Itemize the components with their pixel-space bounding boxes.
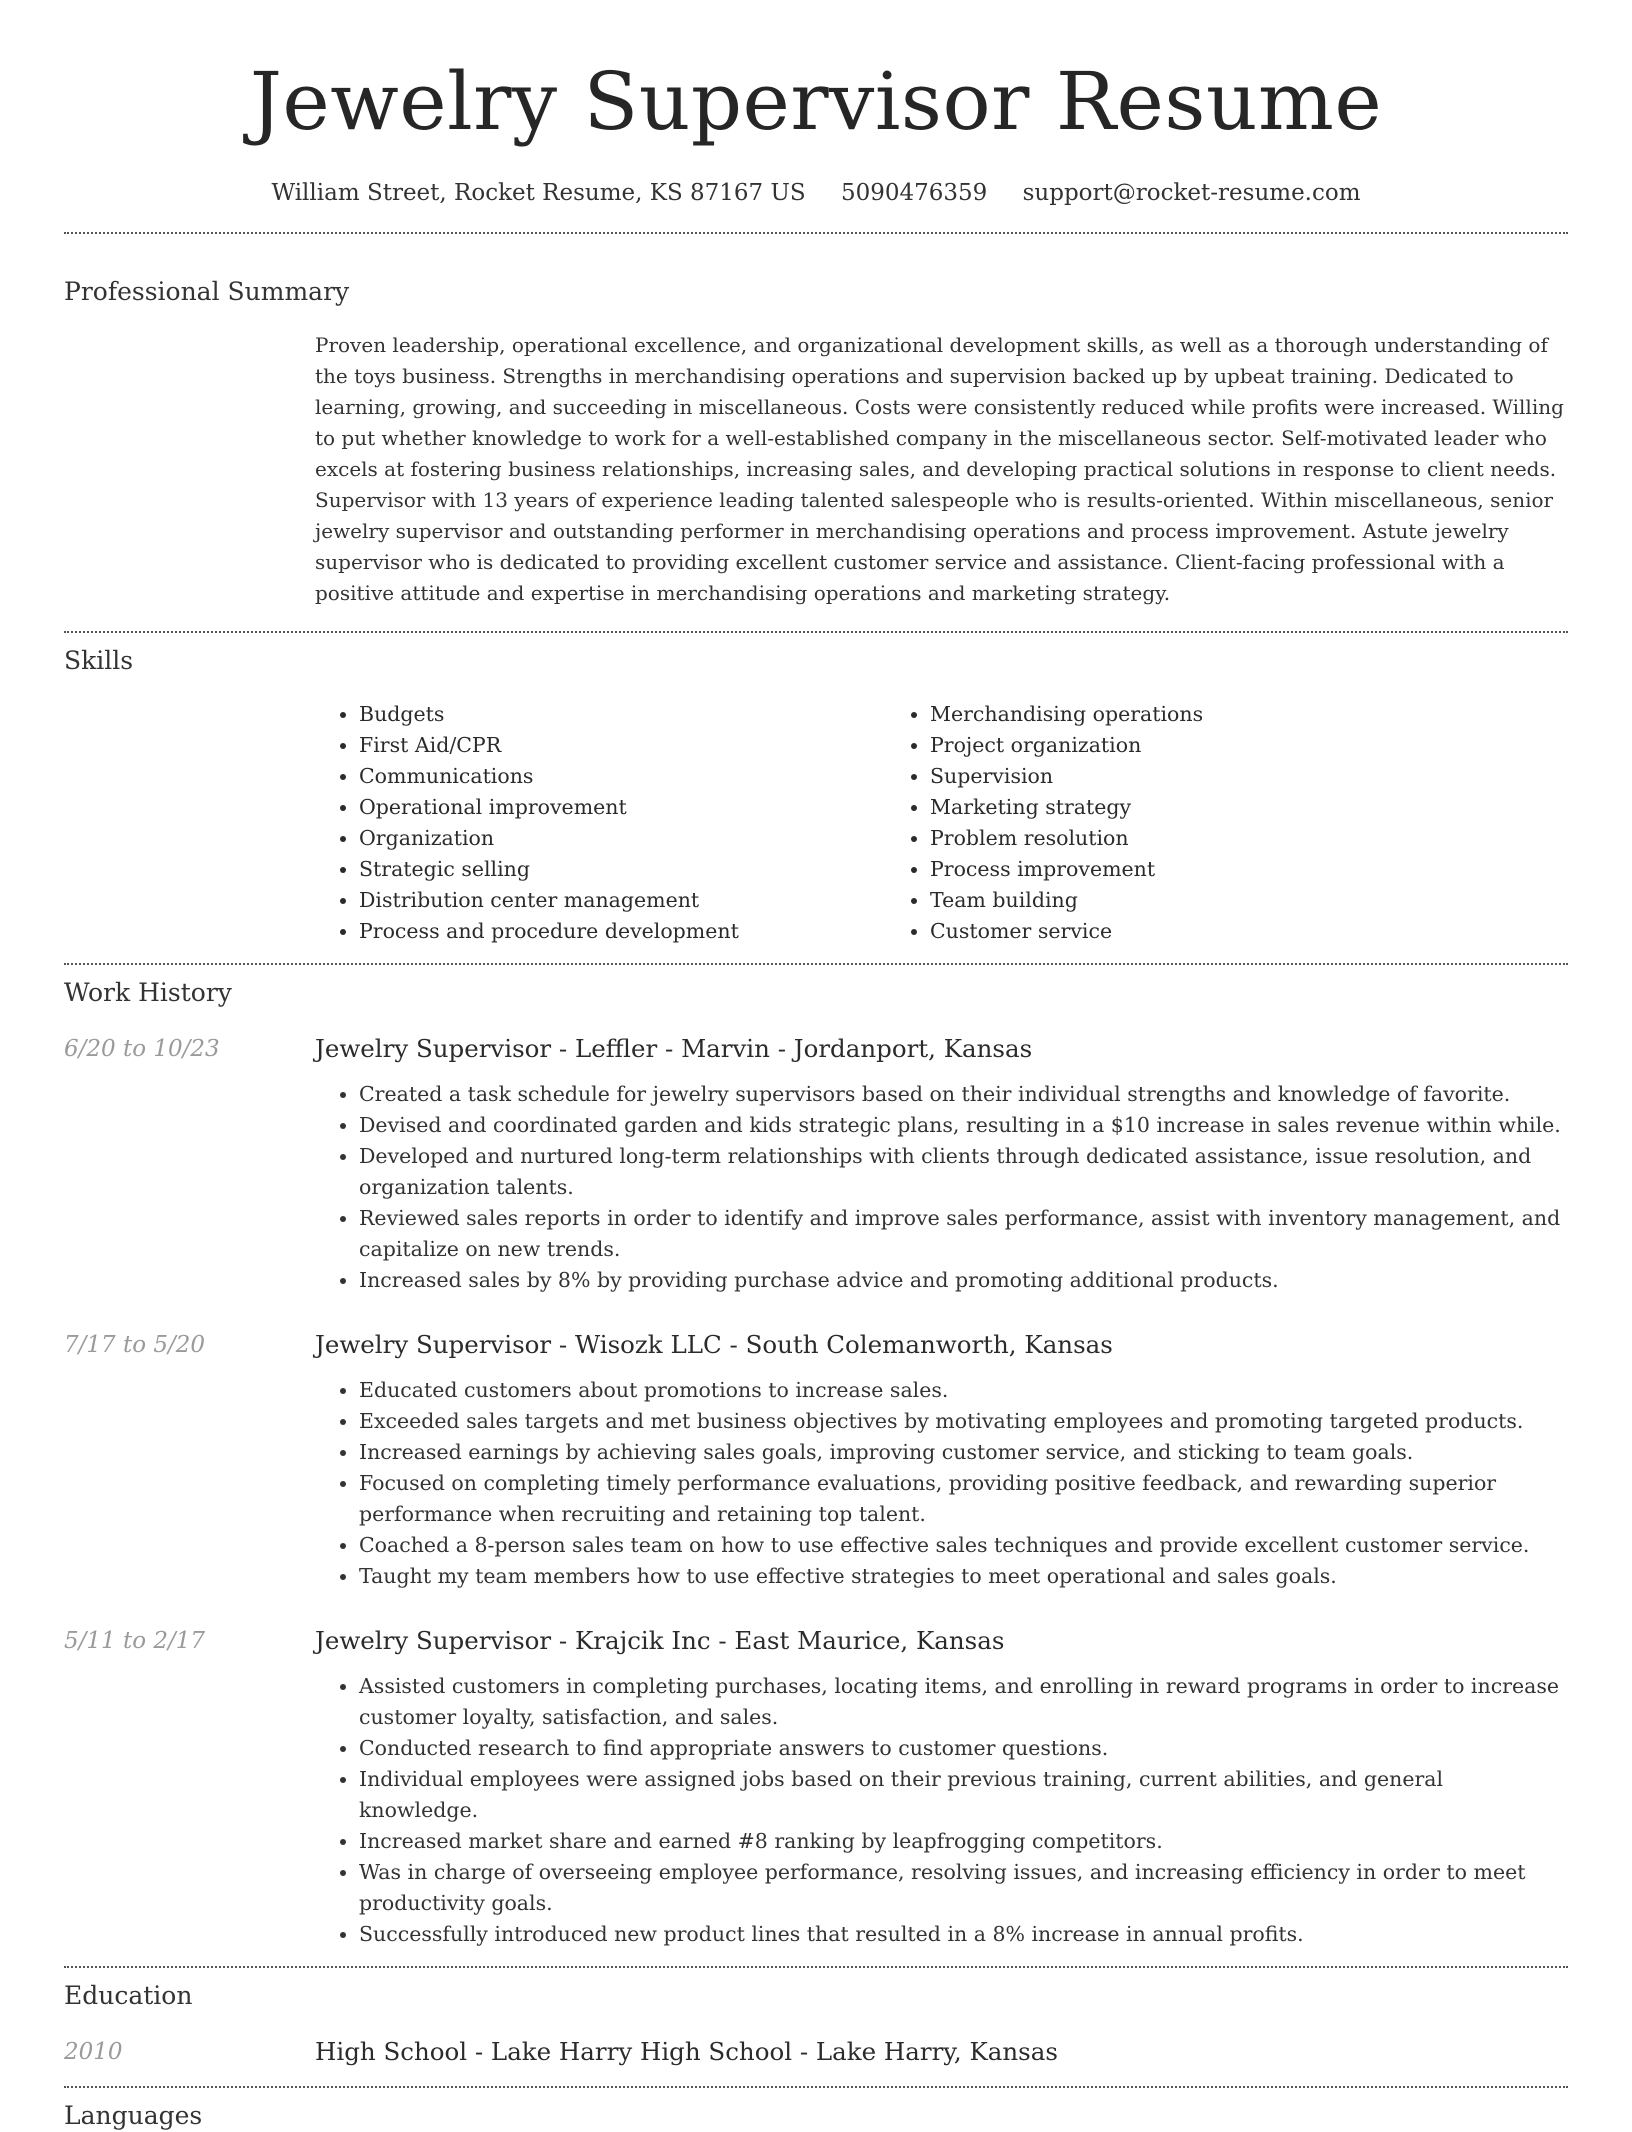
job-bullet: • Educated customers about promotions to increase sales. <box>359 1375 1568 1406</box>
job-bullet: • Reviewed sales reports in order to identify and improve sales performance, assist with inventory management, and capitalize on new trends. <box>359 1203 1568 1265</box>
skill-item: • Communications <box>359 761 886 792</box>
section-heading-summary: Professional Summary <box>64 277 350 306</box>
summary-text: Proven leadership, operational excellence, and organizational development skills, as well as a thorough understanding of the toys business. Strengths in merchandising operations and supervision backed up by upbeat training. Dedicated to learning, growing, and succeeding in miscellaneous. Costs were consistently reduced while profits were increased. Willing to put whether knowledge to work for a well-established company in the miscellaneous sector. Self-motivated leader who excels at fostering business relationships, increasing sales, and developing practical solutions in response to client needs. Supervisor with 13 years of experience leading talented salespeople who is results-oriented. Within miscellaneous, senior jewelry supervisor and outstanding performer in merchandising operations and process improvement. Astute jewelry supervisor who is dedicated to providing excellent customer service and assistance. Client-facing professional with a positive attitude and expertise in merchandising operations and marketing strategy. <box>315 333 1564 605</box>
skill-item: • Strategic selling <box>359 854 886 885</box>
job-bullet: • Taught my team members how to use effective strategies to meet operational and sales goals. <box>359 1561 1568 1592</box>
skills-list <box>315 699 1568 947</box>
skill-item: • Merchandising operations <box>930 699 1501 730</box>
skill-item: • Customer service <box>930 916 1501 947</box>
job-details <box>315 1625 1568 1950</box>
section-heading-education: Education <box>64 1981 193 2010</box>
job-details <box>315 1033 1568 1296</box>
job-entry <box>64 1033 1568 1296</box>
job-bullet: • Focused on completing timely performance evaluations, providing positive feedback, and rewarding superior performance when recruiting and retaining top talent. <box>359 1468 1568 1530</box>
education-title: High School - Lake Harry High School - Lake Harry, Kansas <box>315 2037 1058 2066</box>
job-dates: 7/17 to 5/20 <box>64 1332 206 1358</box>
job-details <box>315 1329 1568 1592</box>
skill-item: • Process improvement <box>930 854 1501 885</box>
skill-item: • Marketing strategy <box>930 792 1501 823</box>
job-bullet: • Exceeded sales targets and met business objectives by motivating employees and promoting targeted products. <box>359 1406 1568 1437</box>
job-title: Jewelry Supervisor - Krajcik Inc - East Maurice, Kansas <box>315 1626 1005 1655</box>
section-divider <box>64 232 1568 234</box>
education-year: 2010 <box>64 2039 123 2065</box>
section-divider <box>64 631 1568 633</box>
skill-item: • Distribution center management <box>359 885 886 916</box>
section-heading-skills: Skills <box>64 646 134 675</box>
job-bullet: • Individual employees were assigned jobs based on their previous training, current abilities, and general knowledge. <box>359 1764 1568 1826</box>
job-bullet: • Conducted research to find appropriate answers to customer questions. <box>359 1733 1568 1764</box>
job-bullet: • Increased sales by 8% by providing purchase advice and promoting additional products. <box>359 1265 1568 1296</box>
job-bullet: • Increased market share and earned #8 ranking by leapfrogging competitors. <box>359 1826 1568 1857</box>
skills-column-left <box>315 699 886 947</box>
section-divider <box>64 963 1568 965</box>
skill-item: • First Aid/CPR <box>359 730 886 761</box>
contact-line <box>64 178 1568 208</box>
job-bullet: • Created a task schedule for jewelry supervisors based on their individual strengths and knowledge of favorite. <box>359 1079 1568 1110</box>
job-bullet: • Successfully introduced new product lines that resulted in a 8% increase in annual profits. <box>359 1919 1568 1950</box>
skill-item: • Project organization <box>930 730 1501 761</box>
section-heading-languages: Languages <box>64 2101 203 2130</box>
skill-item: • Budgets <box>359 699 886 730</box>
job-bullet: • Developed and nurtured long-term relationships with clients through dedicated assistance, issue resolution, and organization talents. <box>359 1141 1568 1203</box>
skill-item: • Organization <box>359 823 886 854</box>
job-bullets <box>315 1671 1568 1950</box>
job-bullet: • Coached a 8-person sales team on how to use effective sales techniques and provide excellent customer service. <box>359 1530 1568 1561</box>
contact-email: support@rocket-resume.com <box>1022 180 1361 206</box>
job-entry <box>64 1625 1568 1950</box>
job-dates: 5/11 to 2/17 <box>64 1628 206 1654</box>
summary-block <box>315 330 1568 609</box>
section-heading-work: Work History <box>64 978 232 1007</box>
skill-item: • Problem resolution <box>930 823 1501 854</box>
job-bullet: • Was in charge of overseeing employee performance, resolving issues, and increasing efficiency in order to meet productivity goals. <box>359 1857 1568 1919</box>
skill-item: • Process and procedure development <box>359 916 886 947</box>
job-bullet: • Devised and coordinated garden and kids strategic plans, resulting in a $10 increase in sales revenue within while. <box>359 1110 1568 1141</box>
job-entry <box>64 1329 1568 1592</box>
job-bullets <box>315 1375 1568 1592</box>
job-dates: 6/20 to 10/23 <box>64 1036 220 1062</box>
resume-title: Jewelry Supervisor Resume <box>249 55 1383 148</box>
contact-phone: 5090476359 <box>840 180 988 206</box>
skill-item: • Operational improvement <box>359 792 886 823</box>
skill-item: • Supervision <box>930 761 1501 792</box>
job-bullet: • Assisted customers in completing purchases, locating items, and enrolling in reward programs in order to increase customer loyalty, satisfaction, and sales. <box>359 1671 1568 1733</box>
education-entry <box>64 2036 1568 2068</box>
skill-item: • Team building <box>930 885 1501 916</box>
job-bullet: • Increased earnings by achieving sales goals, improving customer service, and sticking to team goals. <box>359 1437 1568 1468</box>
resume-page <box>64 0 1568 2132</box>
job-bullets <box>315 1079 1568 1296</box>
skills-column-right <box>886 699 1501 947</box>
job-title: Jewelry Supervisor - Leffler - Marvin - Jordanport, Kansas <box>315 1034 1033 1063</box>
job-title: Jewelry Supervisor - Wisozk LLC - South Colemanworth, Kansas <box>315 1330 1113 1359</box>
contact-address: William Street, Rocket Resume, KS 87167 US <box>271 180 806 206</box>
section-divider <box>64 1966 1568 1968</box>
section-divider <box>64 2086 1568 2088</box>
